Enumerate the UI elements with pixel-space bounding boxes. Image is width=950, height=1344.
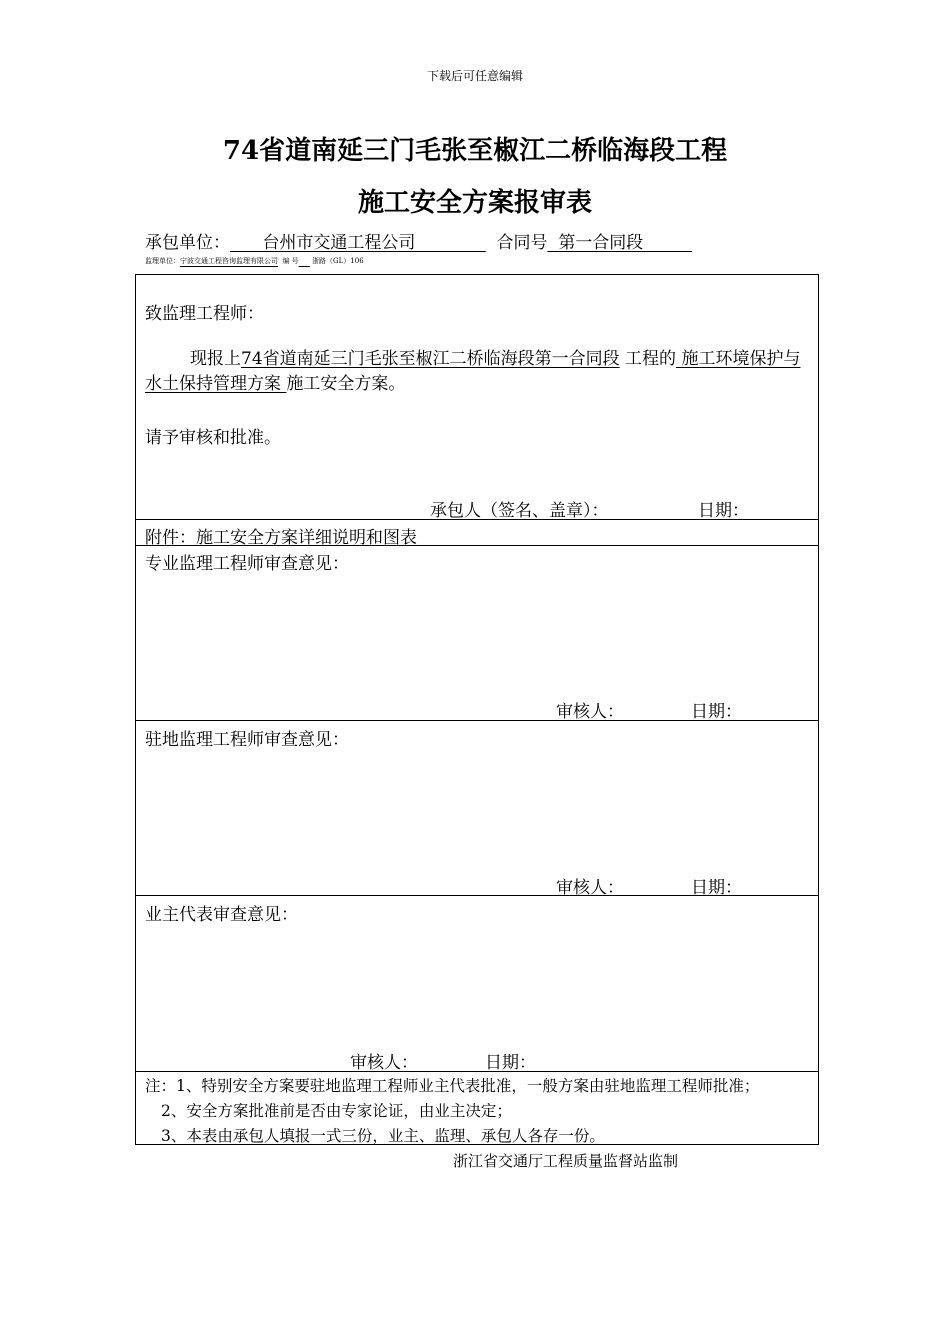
note-3: 3、本表由承包人填报一式三份，业主、监理、承包人各存一份。 [161, 1127, 605, 1145]
divider [136, 519, 818, 520]
resident-date-label: 日期： [691, 878, 742, 898]
contract-no-value: 第一合同段 [558, 233, 644, 253]
contractor-label: 承包单位： [145, 233, 230, 253]
specialist-date-label: 日期： [691, 702, 742, 722]
approval-form-table [135, 274, 819, 1145]
plan-name: 施工环境保护与水土保持管理方案 [145, 349, 801, 394]
supervisor-value: 宁波交通工程咨询监理有限公司 [180, 257, 278, 265]
specialist-review-title: 专业监理工程师审查意见： [145, 554, 349, 574]
request-text: 请予审核和批准。 [145, 428, 281, 448]
contractor-date-label: 日期： [698, 501, 749, 521]
supervisor-line [145, 256, 364, 266]
divider [136, 1071, 818, 1072]
note-1: 注：1、特别安全方案要驻地监理工程师业主代表批准，一般方案由驻地监理工程师批准； [145, 1077, 760, 1095]
resident-review-title: 驻地监理工程师审查意见： [145, 730, 349, 750]
contractor-value: 台州市交通工程公司 [262, 233, 416, 253]
document-title: 74省道南延三门毛张至椒江二桥临海段工程 [222, 136, 728, 166]
number-value: 浙路（GL）106 [312, 257, 364, 265]
project-name: 74省道南延三门毛张至椒江二桥临海段第一合同段 [241, 349, 620, 369]
footer-issuer: 浙江省交通厅工程质量监督站监制 [453, 1152, 679, 1170]
note-2: 2、安全方案批准前是否由专家论证，由业主决定； [161, 1102, 512, 1120]
divider [136, 895, 818, 896]
owner-date-label: 日期： [485, 1053, 536, 1073]
specialist-reviewer-label: 审核人： [556, 702, 624, 722]
owner-reviewer-label: 审核人： [350, 1053, 418, 1073]
document-subtitle: 施工安全方案报审表 [357, 188, 592, 218]
divider [136, 545, 818, 546]
resident-reviewer-label: 审核人： [556, 878, 624, 898]
divider [136, 720, 818, 721]
header-note: 下载后可任意编辑 [426, 69, 523, 83]
salutation: 致监理工程师： [145, 304, 264, 324]
owner-review-title: 业主代表审查意见： [145, 905, 298, 925]
contractor-line [145, 228, 692, 253]
report-paragraph: 现报上74省道南延三门毛张至椒江二桥临海段第一合同段 工程的 施工环境保护与水土保持管理方案 施工安全方案。 [145, 349, 801, 394]
number-label: 编 号 [282, 257, 299, 265]
contractor-signature-label: 承包人（签名、盖章）： [430, 501, 609, 521]
attachment-text: 附件：施工安全方案详细说明和图表 [145, 528, 417, 548]
contract-no-label: 合同号 [496, 233, 548, 253]
supervisor-label: 监理单位： [145, 257, 180, 265]
